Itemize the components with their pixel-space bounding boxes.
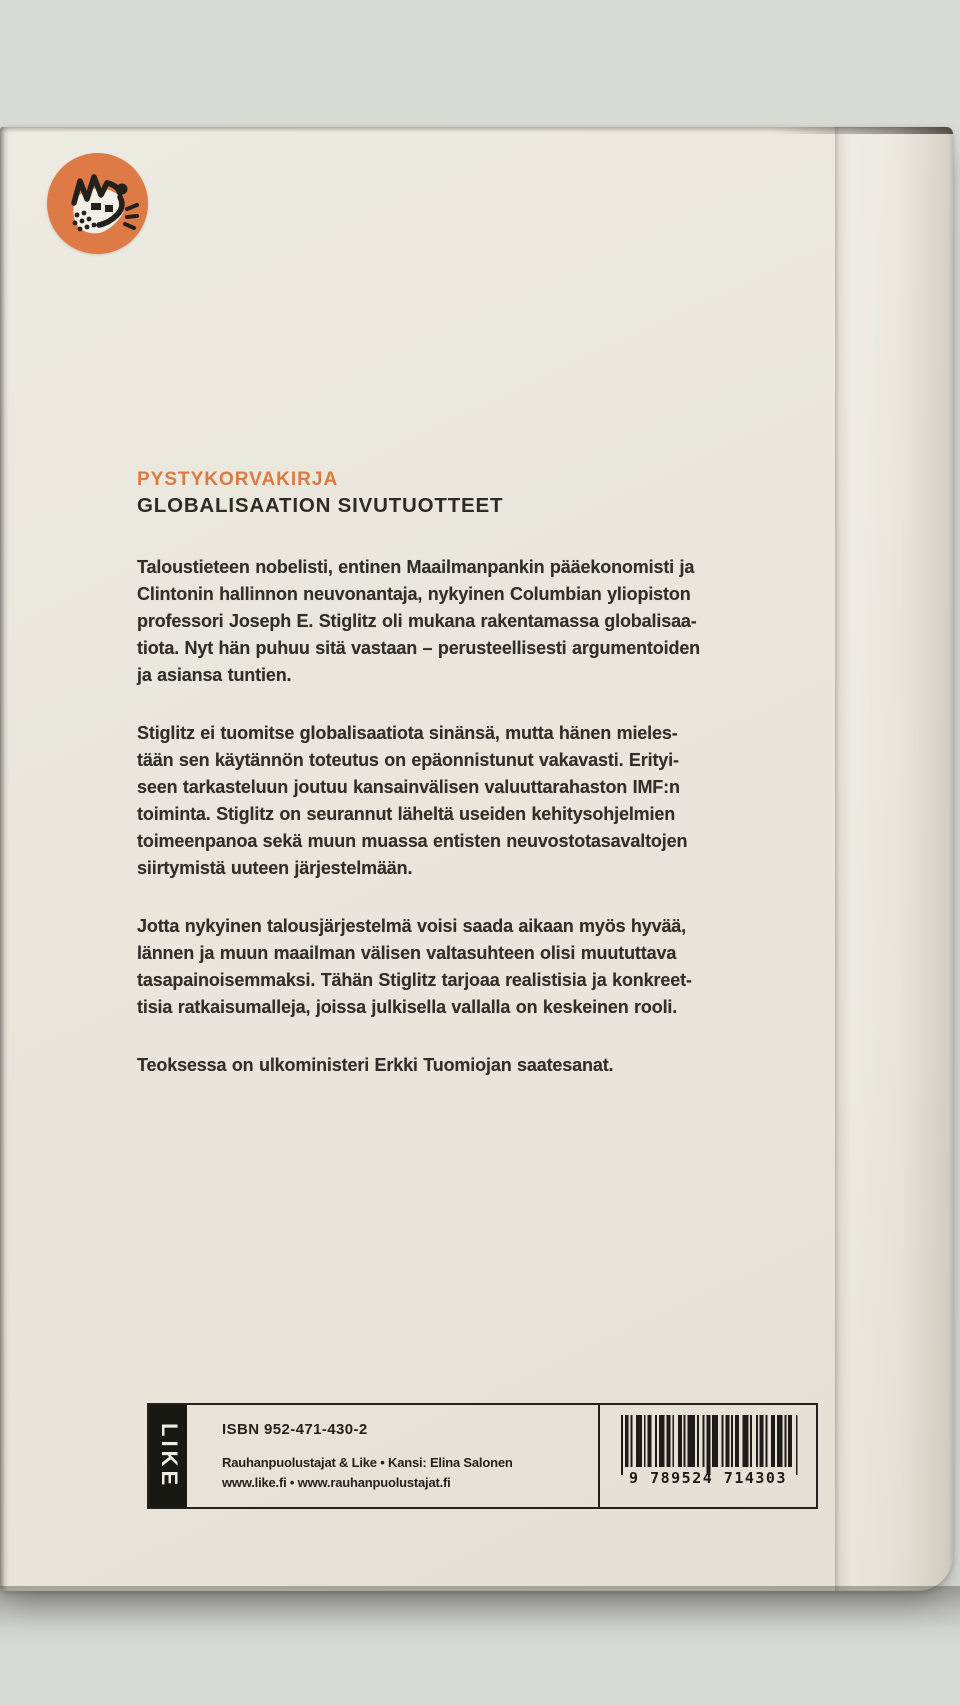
imprint-text-block <box>187 1405 598 1507</box>
blurb-line: Teoksessa on ulkoministeri Erkki Tuomiojan saatesanat. <box>137 1055 614 1075</box>
like-publisher-logo <box>149 1405 187 1507</box>
blurb-line: tisia ratkaisumalleja, joissa julkisella vallalla on keskeinen rooli. <box>137 997 678 1017</box>
blurb-line: siirtymistä uuteen järjestelmään. <box>137 858 413 878</box>
isbn-text: ISBN 952-471-430-2 <box>222 1421 368 1438</box>
blurb-line: toimeenpanoa sekä muun muassa entisten neuvostotasavaltojen <box>137 831 688 851</box>
publisher-series-logo <box>47 153 148 254</box>
credits-line-1: Rauhanpuolustajat & Like • Kansi: Elina Salonen <box>222 1455 513 1470</box>
like-logo-text: LIKE <box>157 1422 182 1490</box>
book-drop-shadow <box>0 1586 960 1648</box>
blurb-line: seen tarkasteluun joutuu kansainvälisen valuuttarahaston IMF:n <box>137 777 680 797</box>
blurb-line: toiminta. Stiglitz on seurannut läheltä useiden kehitysohjelmien <box>137 804 676 824</box>
blurb-line: Clintonin hallinnon neuvonantaja, nykyinen Columbian yliopiston <box>137 584 691 604</box>
book-back-cover <box>0 127 953 1591</box>
blurb-line: tään sen käytännön toteutus on epäonnistunut vakavasti. Erityi- <box>137 750 679 770</box>
blurb-line: Taloustieteen nobelisti, entinen Maailmanpankin pääekonomisti ja <box>137 557 695 577</box>
blurb-line: Stiglitz ei tuomitse globalisaatiota sinänsä, mutta hänen mieles- <box>137 723 678 743</box>
blurb-line: ja asiansa tuntien. <box>137 665 292 685</box>
credits-line-2: www.like.fi • www.rauhanpuolustajat.fi <box>222 1474 451 1490</box>
blurb-paragraph <box>137 720 797 882</box>
blurb-paragraph <box>137 554 797 689</box>
blurb-line: professori Joseph E. Stiglitz oli mukana rakentamassa globalisaa- <box>137 611 697 631</box>
barcode-number: 9 789524 714303 <box>629 1469 787 1487</box>
book-page-edges <box>835 127 953 1591</box>
book-top-right-edge <box>773 127 953 134</box>
barcode-box <box>598 1405 816 1507</box>
blurb-paragraph <box>137 913 797 1021</box>
blurb-line: tasapainoisemmaksi. Tähän Stiglitz tarjoaa realistisia ja konkreet- <box>137 970 692 990</box>
blurb-line: tiota. Nyt hän puhuu sitä vastaan – perusteellisesti argumentoiden <box>137 638 701 658</box>
pystykorva-dog-icon <box>47 153 148 254</box>
blurb-line: Jotta nykyinen talousjärjestelmä voisi saada aikaan myös hyvää, <box>137 916 687 936</box>
book-title: GLOBALISAATION SIVUTUOTTEET <box>137 494 504 517</box>
blurb-paragraph <box>137 1052 797 1079</box>
barcode-icon <box>615 1415 801 1477</box>
book-left-edge-shadow <box>0 127 9 1591</box>
series-label: PYSTYKORVAKIRJA <box>137 469 339 490</box>
blurb-line: lännen ja muun maailman välisen valtasuhteen olisi muututtava <box>137 943 677 963</box>
imprint-box <box>147 1403 818 1509</box>
back-cover-blurb <box>137 554 797 1110</box>
